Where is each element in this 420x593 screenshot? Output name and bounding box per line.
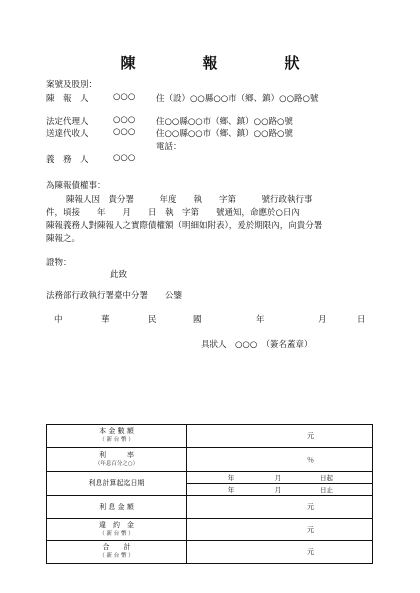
table-row (47, 496, 373, 519)
claim-detail-table (46, 424, 373, 564)
document-title: 陳 報 狀 (120, 54, 326, 72)
table-label-cell (47, 448, 187, 472)
total-sub-label: （ 新 台 幣 ） (99, 553, 134, 559)
date-char-1: 中 (54, 315, 63, 325)
date-day: 日 (357, 315, 366, 325)
from-day: 日起 (320, 474, 333, 482)
principal-sub-label: （ 新 台 幣 ） (99, 437, 134, 443)
legal-representative-name: ○○○ (113, 115, 136, 125)
applicant-role: 陳 報 人 (46, 94, 89, 104)
obligor-role: 義 務 人 (46, 155, 89, 165)
subject-line: 為陳報債權事： (46, 181, 106, 191)
penalty-label: 違 約 金 (99, 520, 134, 529)
interest-period-from (187, 472, 373, 484)
body-line-1: 陳報人因 貴分署 年度 執 字第 號行政執行事 (66, 195, 313, 205)
interest-rate-label: 利 率 (99, 450, 134, 459)
interest-amount-unit: 元 (187, 496, 373, 519)
penalty-unit: 元 (187, 519, 373, 541)
table-row (47, 472, 373, 484)
case-number-label: 案號及股別： (46, 80, 98, 90)
interest-amount-label: 利 息 金 額 (47, 496, 187, 519)
body-line-4: 陳報之。 (46, 234, 81, 244)
to-year: 年 (227, 486, 235, 494)
principal-unit: 元 (187, 425, 373, 448)
total-unit: 元 (187, 541, 373, 564)
from-month: 月 (274, 474, 282, 482)
date-char-3: 民 (148, 315, 157, 325)
table-row (47, 519, 373, 541)
service-agent-role: 送達代收人 (46, 129, 89, 139)
interest-rate-sub-label: （年息百分之○） (94, 460, 139, 467)
date-char-2: 華 (101, 315, 110, 325)
table-label-cell (47, 541, 187, 564)
applicant-name: ○○○ (113, 92, 136, 102)
signature-line: 具狀人 ○○○ （簽名蓋章） (201, 340, 313, 350)
penalty-sub-label: （ 新 台 幣 ） (99, 530, 134, 537)
phone-label: 電話： (156, 142, 182, 152)
closing-text: 此致 (110, 270, 128, 280)
to-day: 日止 (320, 486, 333, 494)
table-label-cell (47, 519, 187, 541)
interest-period-label: 利息計算起迄日期 (47, 472, 187, 496)
service-agent-name: ○○○ (113, 127, 136, 137)
date-month: 月 (318, 315, 327, 325)
addressee-line: 法務部行政執行署臺中分署 公鑒 (46, 291, 183, 301)
body-line-3: 陳報義務人對陳報人之實際債權額（明細如附表），爰於期限內，向貴分署 (46, 221, 323, 231)
body-line-2: 件，頃接 年 月 日 執 字第 號通知，命應於○日內 (46, 208, 300, 218)
table-row (47, 425, 373, 448)
principal-label: 本 金 數 額 (99, 427, 134, 435)
table-row (47, 448, 373, 472)
date-char-4: 國 (193, 315, 202, 325)
applicant-address: 住（設）○○縣○○市（鄉、鎮）○○路○號 (156, 94, 319, 104)
interest-period-to (187, 484, 373, 496)
obligor-name: ○○○ (113, 153, 136, 163)
interest-rate-unit: ％ (187, 448, 373, 472)
legal-representative-role: 法定代理人 (46, 117, 89, 127)
to-month: 月 (274, 486, 282, 494)
from-year: 年 (227, 474, 235, 482)
total-label: 合 計 (102, 543, 131, 551)
table-row (47, 541, 373, 564)
table-label-cell (47, 425, 187, 448)
legal-representative-address: 住○○縣○○市（鄉、鎮）○○路○號 (156, 117, 293, 127)
evidence-label: 證物： (46, 258, 72, 268)
service-agent-address: 住○○縣○○市（鄉、鎮）○○路○號 (156, 129, 293, 139)
date-year: 年 (256, 315, 265, 325)
